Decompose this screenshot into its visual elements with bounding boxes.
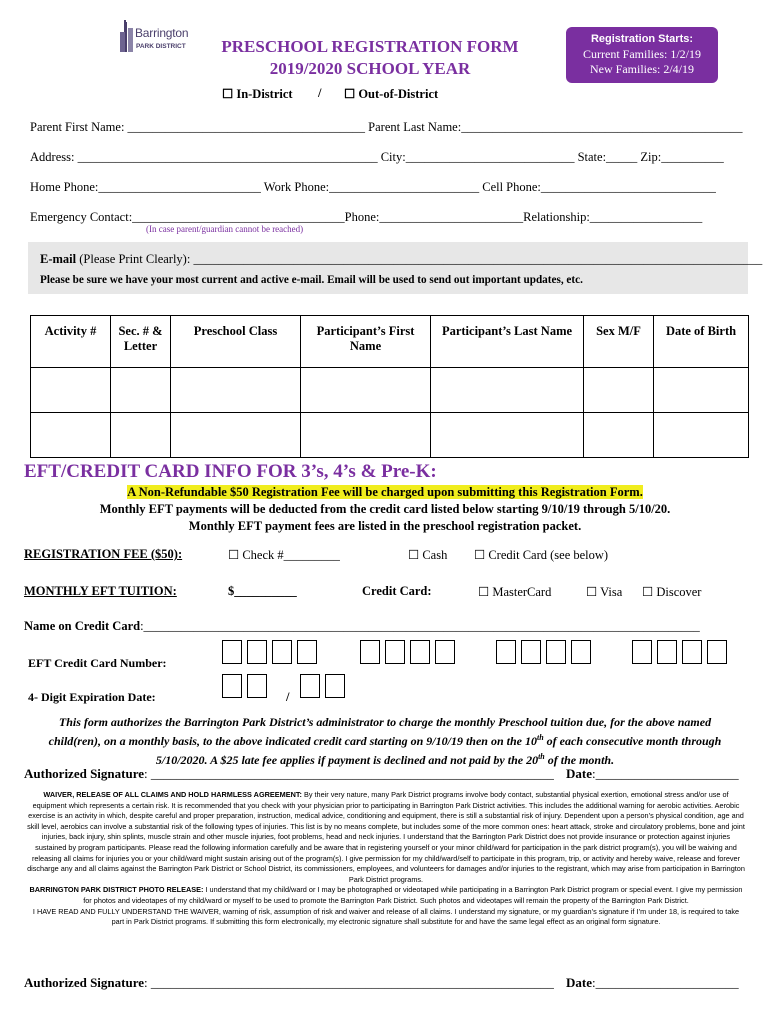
expiration-digit-box[interactable] — [300, 674, 320, 698]
address-fields[interactable]: Address: ________________________________________________ City:___________________________ State:_____ Zip:__________ — [30, 150, 724, 164]
card-digit-box[interactable] — [521, 640, 541, 664]
table-row[interactable] — [31, 368, 749, 413]
auth-line-2: child(ren), on a monthly basis, to the above indicated credit card starting on 9/10/19 then on the 10th of each consecutive month through — [48, 733, 722, 748]
check-option[interactable]: ☐ Check #_________ — [228, 548, 340, 562]
card-digit-box[interactable] — [571, 640, 591, 664]
table-cell[interactable] — [301, 413, 431, 458]
card-digit-box[interactable] — [657, 640, 677, 664]
card-digit-box[interactable] — [247, 640, 267, 664]
cash-option[interactable]: ☐ Cash — [408, 548, 448, 562]
name-on-card-label: Name on Credit Card — [24, 619, 141, 633]
email-label: E-mail — [40, 252, 77, 266]
card-digit-box[interactable] — [546, 640, 566, 664]
eft-line-1: A Non-Refundable $50 Registration Fee will be charged upon submitting this Registration Form. — [127, 485, 643, 499]
registration-fee-label: REGISTRATION FEE ($50): — [24, 547, 183, 561]
auth-line-1: This form authorizes the Barrington Park District’s administrator to charge the monthly Preschool tuition due, for the above named — [58, 715, 712, 729]
table-cell[interactable] — [431, 413, 584, 458]
auth-line-3: 5/10/2020. A $25 late fee applies if payment is declined and not paid by the 20th of the month. — [155, 752, 615, 767]
table-cell[interactable] — [654, 368, 749, 413]
emergency-fields[interactable]: Emergency Contact:__________________________________Phone:_______________________Relationship:__________________ — [30, 210, 703, 224]
table-cell[interactable] — [31, 368, 111, 413]
email-note: Please be sure we have your most current and active e-mail. Email will be used to send out important updates, etc. — [40, 274, 583, 286]
eft-line-2: Monthly EFT payments will be deducted from the credit card listed below starting 9/10/19 through 5/10/20. — [99, 502, 671, 516]
table-cell[interactable] — [301, 368, 431, 413]
card-digit-box[interactable] — [385, 640, 405, 664]
table-cell[interactable] — [31, 413, 111, 458]
card-digit-box[interactable] — [360, 640, 380, 664]
monthly-tuition-field[interactable]: $__________ — [228, 584, 297, 598]
title-line-1: PRESCHOOL REGISTRATION FORM — [221, 37, 519, 56]
credit-card-label: Credit Card: — [362, 584, 432, 598]
email-field[interactable] — [40, 252, 762, 267]
table-cell[interactable] — [584, 413, 654, 458]
registration-current: Current Families: 1/2/19 — [583, 47, 701, 61]
table-cell[interactable] — [654, 413, 749, 458]
card-number-boxes[interactable] — [222, 640, 748, 664]
table-cell[interactable] — [431, 368, 584, 413]
card-digit-box[interactable] — [682, 640, 702, 664]
eft-line-3: Monthly EFT payment fees are listed in the preschool registration packet. — [188, 519, 582, 533]
monthly-tuition-label: MONTHLY EFT TUITION: — [24, 584, 177, 598]
header-first-name: Participant’s First Name — [301, 316, 431, 368]
email-line: (Please Print Clearly): ___________________________________________________________________________________________ — [76, 252, 763, 266]
parent-name-fields[interactable]: Parent First Name: ______________________________________ Parent Last Name:_____________________________________________ — [30, 120, 743, 134]
expiration-digit-box[interactable] — [222, 674, 242, 698]
registration-starts-box — [566, 27, 718, 83]
signature-field-1[interactable]: Authorized Signature: ______________________________________________________________ — [24, 766, 554, 781]
expiration-label: 4- Digit Expiration Date: — [28, 690, 156, 704]
expiration-digit-box[interactable] — [325, 674, 345, 698]
waiver-paragraph: WAIVER, RELEASE OF ALL CLAIMS AND HOLD HARMLESS AGREEMENT: By their very nature, many Park District programs involve body contact, substantial physical exertion, emotional stress and/or use of equipment which represents a certain risk. It is recommended that you check with your physician prior to participating in Barrington Park District activities. This includes the additional warning for aerobic activities. Aerobic exercise is an activity in which, despite careful and proper preparation, instruction, medical advice, conditioning and equipment, there is still a substantial risk of injury. Dependent upon a person’s physical condition, age and skill level, aerobics can involve a substantial risk of the following types of injuries. This list is by no means complete, but includes some of the more common ones: heart attack, stroke and circulatory problems, bone and joint injuries, back injury, shin splints, muscle strain and other muscle injuries, foot problems, head and neck injuries. I understand that the Barrington Park District does not provide insurance or protection against injuries sustained by program participants. Please read the following information carefully and be aware that in registering yourself or your minor child/ward for participation in the park district program(s), you will be waiving and releasing all claims for injuries you or your child/ward might sustain arising out of the program(s). I give permission for my child/ward/self to participate in this program, trip, or activity and hereby waive, release and forever discharge any and all claims against the Barrington Park District or School District, its commissioners, employees, and volunteers for damages and/or injuries to the registrant, which may arise from participation in Barrington Park District programs. — [27, 790, 745, 884]
expiration-digit-box[interactable] — [247, 674, 267, 698]
credit-card-option[interactable]: ☐ Credit Card (see below) — [474, 548, 609, 562]
title-line-2: 2019/2020 SCHOOL YEAR — [269, 59, 471, 78]
card-digit-box[interactable] — [297, 640, 317, 664]
activity-table — [30, 315, 749, 458]
table-cell[interactable] — [111, 368, 171, 413]
form-title — [180, 36, 560, 80]
expiration-slash: / — [286, 690, 290, 704]
name-on-card-field[interactable] — [24, 619, 700, 634]
authorization-text — [30, 715, 740, 768]
card-digit-box[interactable] — [632, 640, 652, 664]
in-district-checkbox[interactable]: ☐ In-District — [222, 87, 293, 101]
date-field-1[interactable]: Date:______________________ — [566, 766, 739, 781]
mastercard-option[interactable]: ☐ MasterCard — [478, 585, 552, 599]
district-separator: / — [318, 86, 322, 100]
card-digit-box[interactable] — [222, 640, 242, 664]
emergency-note: (In case parent/guardian cannot be reached) — [146, 224, 304, 234]
registration-heading: Registration Starts: — [590, 33, 694, 45]
table-cell[interactable] — [584, 368, 654, 413]
photo-release-paragraph: BARRINGTON PARK DISTRICT PHOTO RELEASE: I understand that my child/ward or I may be photographed or videotaped while participating in a Barrington Park District program or special event. I give my permission for photos and videotapes of my child/ward or myself to be used to promote the Barrington Park District. Such photos and videotapes will remain the property of the Barrington Park District. — [29, 885, 743, 905]
waiver-text — [26, 790, 746, 928]
phone-fields[interactable]: Home Phone:__________________________ Work Phone:________________________ Cell Phone:____________________________ — [30, 180, 716, 194]
discover-option[interactable]: ☐ Discover — [642, 585, 702, 599]
table-cell[interactable] — [111, 413, 171, 458]
card-digit-box[interactable] — [435, 640, 455, 664]
registration-new: New Families: 2/4/19 — [590, 62, 694, 76]
table-header-row — [31, 316, 749, 368]
building-icon — [118, 20, 136, 54]
logo-word: Barrington — [135, 26, 189, 40]
date-field-2[interactable]: Date:______________________ — [566, 975, 739, 990]
header-activity: Activity # — [31, 316, 111, 368]
name-on-card-line: :_________________________________________________________________________________________ — [140, 619, 700, 633]
table-cell[interactable] — [171, 413, 301, 458]
logo-sub: PARK DISTRICT — [136, 43, 186, 50]
table-row[interactable] — [31, 413, 749, 458]
card-digit-box[interactable] — [707, 640, 727, 664]
card-digit-box[interactable] — [272, 640, 292, 664]
card-number-label: EFT Credit Card Number: — [28, 656, 167, 670]
signature-field-2[interactable]: Authorized Signature: ______________________________________________________________ — [24, 975, 554, 990]
card-digit-box[interactable] — [410, 640, 430, 664]
acknowledgement-paragraph: I HAVE READ AND FULLY UNDERSTAND THE WAIVER, warning of risk, assumption of risk and waiver and release of all claims. I understand my signature, or my guardian’s signature if I’m under 18, is required to take part in Park District programs. If submitting this form electronically, my electronic signature shall substitute for and have the same legal effect as an original form signature. — [32, 906, 740, 927]
eft-title: EFT/CREDIT CARD INFO FOR 3’s, 4’s & Pre-K: — [24, 461, 437, 482]
out-of-district-checkbox[interactable]: ☐ Out-of-District — [344, 87, 439, 101]
header-class: Preschool Class — [171, 316, 301, 368]
visa-option[interactable]: ☐ Visa — [586, 585, 623, 599]
header-last-name: Participant’s Last Name — [431, 316, 584, 368]
header-section: Sec. # & Letter — [111, 316, 171, 368]
email-section — [28, 242, 763, 294]
header-sex: Sex M/F — [584, 316, 654, 368]
card-digit-box[interactable] — [496, 640, 516, 664]
table-cell[interactable] — [171, 368, 301, 413]
header-dob: Date of Birth — [654, 316, 749, 368]
eft-line-1-wrap — [0, 485, 770, 500]
